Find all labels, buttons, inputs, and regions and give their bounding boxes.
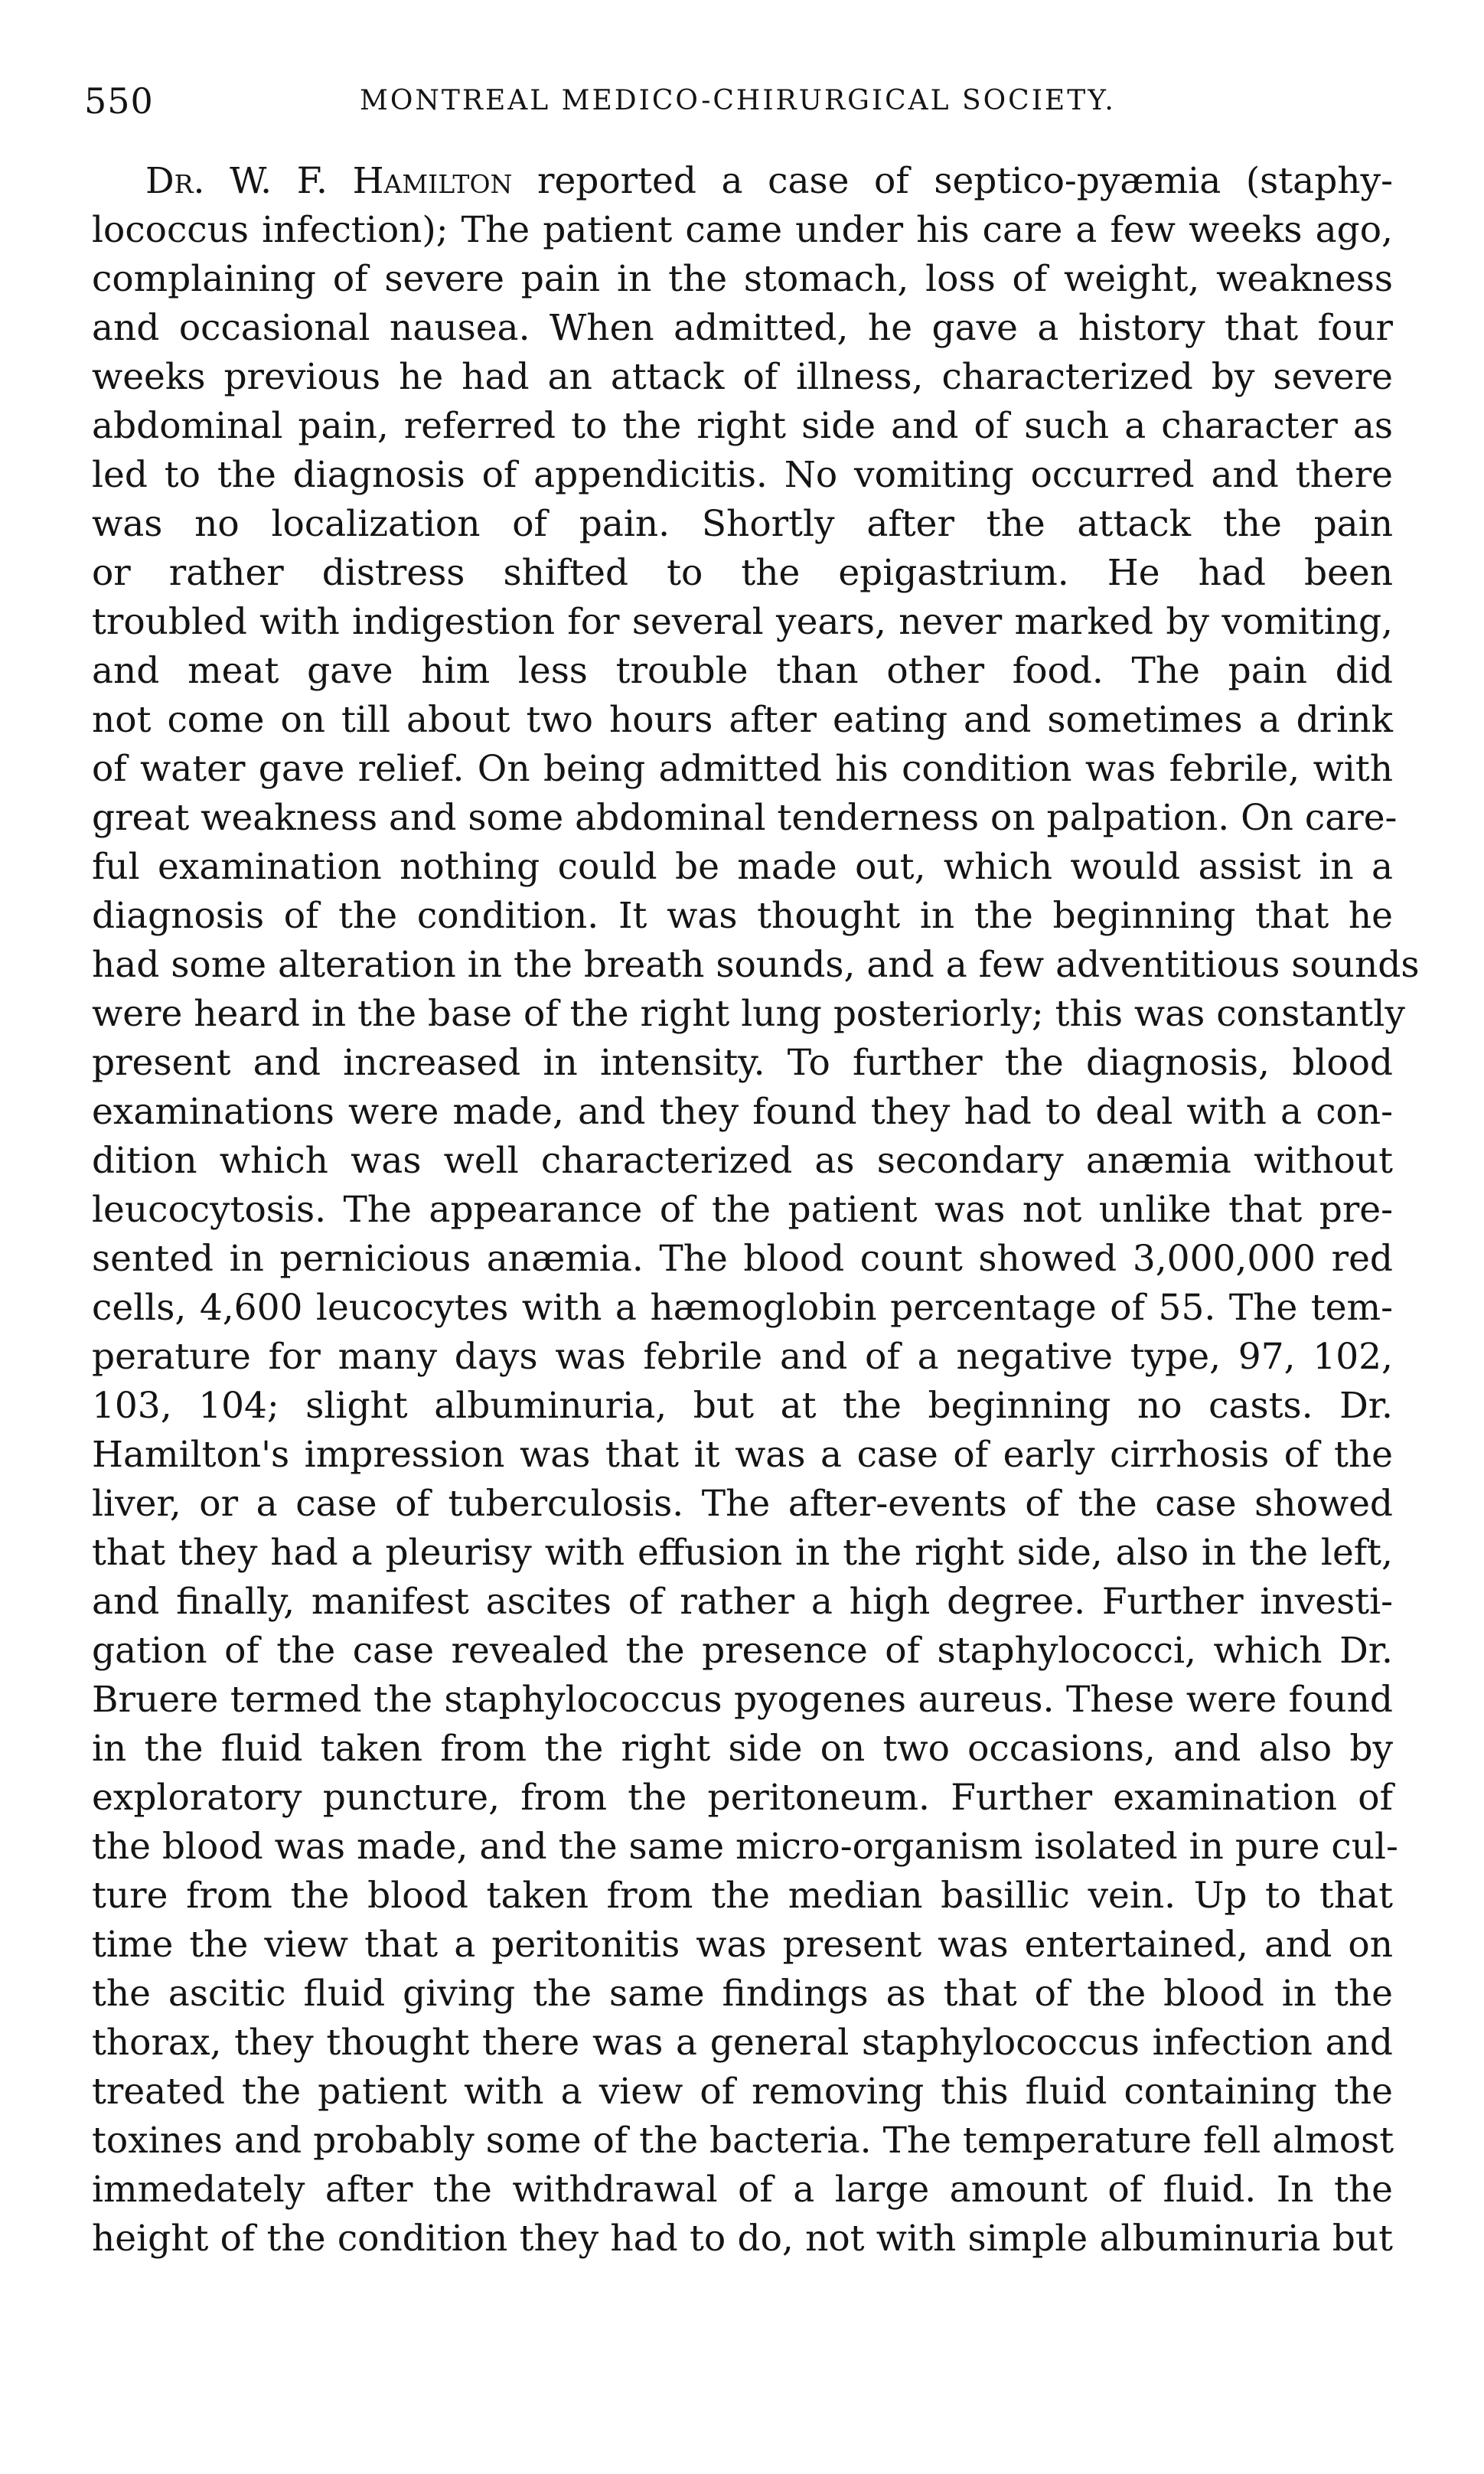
text-line: or rather distress shifted to the epigastrium. He had been	[92, 552, 1393, 594]
text-line: examinations were made, and they found they had to deal with a con-	[92, 1091, 1393, 1133]
text-line: were heard in the base of the right lung posteriorly; this was constantly	[92, 993, 1405, 1035]
text-line: troubled with indigestion for several years, never marked by vomiting,	[92, 601, 1393, 643]
text-line: lococcus infection); The patient came under his care a few weeks ago,	[92, 209, 1393, 251]
page-number: 550	[84, 80, 154, 122]
text-line: gation of the case revealed the presence of staphylococci, which Dr.	[92, 1630, 1393, 1672]
body-paragraph	[92, 157, 1420, 2263]
text-line: Hamilton's impression was that it was a case of early cirrhosis of the	[92, 1434, 1393, 1476]
text-line: height of the condition they had to do, not with simple albuminuria but	[92, 2218, 1393, 2260]
text-line	[92, 157, 1393, 206]
text-line: perature for many days was febrile and of a negative type, 97, 102,	[92, 1336, 1393, 1378]
running-head: MONTREAL MEDICO-CHIRURGICAL SOCIETY.	[360, 85, 1116, 116]
text-line: present and increased in intensity. To further the diagnosis, blood	[92, 1042, 1393, 1084]
text-line: thorax, they thought there was a general staphylococcus infection and	[92, 2022, 1393, 2064]
text-line: in the fluid taken from the right side on two occasions, and also by	[92, 1728, 1393, 1770]
text-line: the ascitic fluid giving the same findings as that of the blood in the	[92, 1973, 1393, 2015]
speaker-name: Dr. W. F. Hamilton	[145, 160, 513, 202]
text-line: immedately after the withdrawal of a large amount of fluid. In the	[92, 2169, 1393, 2211]
text-line: and meat gave him less trouble than other food. The pain did	[92, 650, 1393, 692]
text-line: and finally, manifest ascites of rather a high degree. Further investi-	[92, 1581, 1393, 1623]
page-header	[84, 78, 1401, 124]
text-line: leucocytosis. The appearance of the patient was not unlike that pre-	[92, 1189, 1393, 1231]
text-line: great weakness and some abdominal tenderness on palpation. On care-	[92, 797, 1398, 839]
text-line: abdominal pain, referred to the right side and of such a character as	[92, 405, 1393, 447]
text-line: dition which was well characterized as secondary anæmia without	[92, 1140, 1393, 1182]
text-line: diagnosis of the condition. It was thought in the beginning that he	[92, 895, 1393, 937]
text-line: exploratory puncture, from the peritoneum. Further examination of	[92, 1777, 1393, 1819]
text-line: treated the patient with a view of removing this fluid containing the	[92, 2071, 1393, 2113]
text-line: sented in pernicious anæmia. The blood count showed 3,000,000 red	[92, 1238, 1393, 1280]
text-line: that they had a pleurisy with effusion in the right side, also in the left,	[92, 1532, 1393, 1574]
text-line: led to the diagnosis of appendicitis. No vomiting occurred and there	[92, 454, 1393, 496]
text-line: 103, 104; slight albuminuria, but at the beginning no casts. Dr.	[92, 1385, 1393, 1427]
text-line: toxines and probably some of the bacteria. The temperature fell almost	[92, 2120, 1394, 2162]
text-line: not come on till about two hours after eating and sometimes a drink	[92, 699, 1393, 741]
text-line: time the view that a peritonitis was present was entertained, and on	[92, 1924, 1393, 1966]
text-line: cells, 4,600 leucocytes with a hæmoglobin percentage of 55. The tem-	[92, 1287, 1393, 1329]
text-line: weeks previous he had an attack of illness, characterized by severe	[92, 356, 1393, 398]
text-line: the blood was made, and the same micro-organism isolated in pure cul-	[92, 1826, 1398, 1868]
text-line: was no localization of pain. Shortly after the attack the pain	[92, 503, 1393, 545]
text-line: ful examination nothing could be made out, which would assist in a	[92, 846, 1393, 888]
text-line: ture from the blood taken from the median basillic vein. Up to that	[92, 1875, 1393, 1917]
text-line: and occasional nausea. When admitted, he gave a history that four	[92, 307, 1393, 349]
text-line-content: reported a case of septico-pyæmia (staphy-	[512, 160, 1393, 202]
text-line: complaining of severe pain in the stomach, loss of weight, weakness	[92, 258, 1393, 300]
text-line: had some alteration in the breath sounds, and a few adventitious sounds	[92, 944, 1420, 986]
text-line: liver, or a case of tuberculosis. The after-events of the case showed	[92, 1483, 1393, 1525]
text-line: of water gave relief. On being admitted his condition was febrile, with	[92, 748, 1393, 790]
text-line: Bruere termed the staphylococcus pyogenes aureus. These were found	[92, 1679, 1393, 1721]
